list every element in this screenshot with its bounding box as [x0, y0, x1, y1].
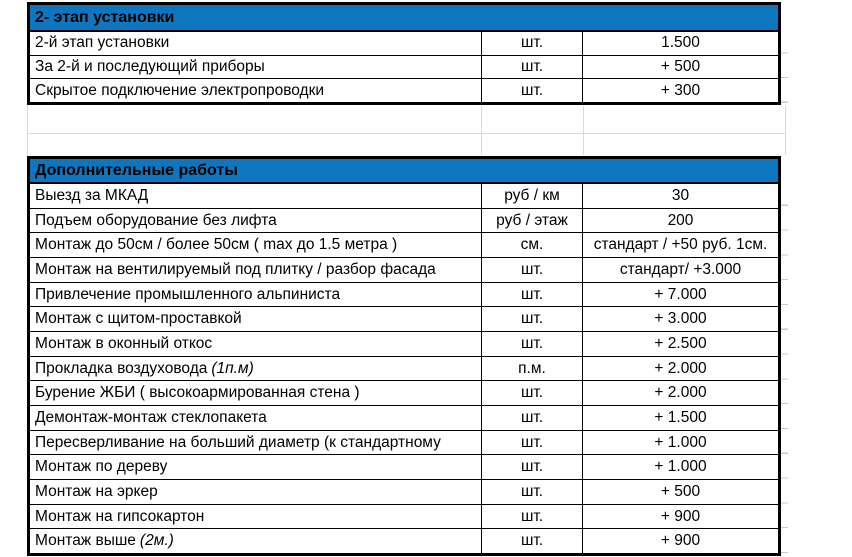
price-cell[interactable]: + 900 [660, 532, 701, 550]
unit-cell[interactable]: шт. [482, 332, 583, 356]
unit-cell[interactable]: руб / км [482, 184, 583, 208]
service-name-cell[interactable]: Монтаж до 50см / более 50см ( max до 1.5 метра ) [30, 233, 482, 257]
price-cell[interactable]: + 900 [660, 507, 701, 525]
unit-cell[interactable]: шт. [482, 307, 583, 331]
unit-cell[interactable]: шт. [482, 79, 583, 102]
service-name-text: Прокладка воздуховода [35, 359, 208, 377]
table-row [30, 209, 778, 234]
table-row [30, 381, 778, 406]
unit-cell[interactable]: шт. [482, 529, 583, 553]
unit-cell[interactable]: шт. [482, 258, 583, 282]
service-name-cell[interactable]: Пересверливание на больший диаметр (к стандартному [30, 431, 482, 455]
price-cell[interactable]: 1.500 [661, 34, 700, 52]
unit-cell[interactable]: см. [482, 233, 583, 257]
price-cell[interactable]: + 500 [660, 58, 701, 75]
price-cell[interactable]: + 300 [660, 81, 701, 99]
unit-cell[interactable]: шт. [482, 505, 583, 529]
service-name-cell[interactable]: Привлечение промышленного альпиниста [30, 283, 482, 307]
price-cell[interactable]: + 1.000 [654, 458, 707, 476]
service-name-italic-note: (1п.м) [211, 359, 254, 377]
table-row [30, 56, 778, 80]
service-name-cell[interactable]: За 2-й и последующий приборы [30, 56, 482, 79]
table-row [30, 258, 778, 283]
gridline [27, 133, 786, 134]
table-stage2-header[interactable]: 2- этап установки [30, 5, 778, 32]
service-name-cell[interactable]: Подъем оборудование без лифта [30, 209, 482, 233]
gridline [785, 106, 786, 155]
service-name-cell[interactable]: 2-й этап установки [30, 32, 482, 55]
service-name-cell[interactable]: Монтаж с щитом-проставкой [30, 307, 482, 331]
table-row [30, 505, 778, 530]
unit-cell[interactable]: шт. [482, 480, 583, 504]
unit-cell[interactable]: шт. [482, 455, 583, 479]
table-row [30, 529, 778, 553]
price-cell[interactable]: стандарт/ +3.000 [619, 260, 742, 278]
service-name-cell[interactable] [30, 529, 482, 553]
service-name-cell[interactable]: Бурение ЖБИ ( высокоармированная стена ) [30, 381, 482, 405]
gridline-stubs [781, 29, 788, 106]
table-row [30, 32, 778, 56]
service-name-cell[interactable]: Монтаж по дереву [30, 455, 482, 479]
unit-cell[interactable]: руб / этаж [482, 209, 583, 233]
table-row [30, 455, 778, 480]
service-name-cell[interactable]: Монтаж на гипсокартон [30, 505, 482, 529]
table-row [30, 431, 778, 456]
table-additional-works-header[interactable]: Дополнительные работы [30, 159, 778, 184]
gridline [481, 106, 482, 155]
table-row [30, 233, 778, 258]
unit-cell[interactable]: п.м. [482, 357, 583, 381]
gridline [583, 106, 584, 155]
table-row [30, 184, 778, 209]
table-row [30, 406, 778, 431]
table-row [30, 480, 778, 505]
service-name-italic-note: (2м.) [139, 532, 174, 550]
unit-cell[interactable]: шт. [482, 32, 583, 55]
price-cell[interactable]: + 2.000 [654, 384, 707, 402]
service-name-cell[interactable] [30, 357, 482, 381]
price-cell[interactable]: + 500 [660, 482, 701, 500]
price-cell[interactable]: 30 [671, 186, 690, 204]
table-additional-works-body [30, 184, 778, 553]
table-additional-works [27, 156, 781, 556]
unit-cell[interactable]: шт. [482, 406, 583, 430]
table-row [30, 79, 778, 102]
gridline-stubs [781, 181, 788, 554]
service-name-cell[interactable]: Выезд за МКАД [30, 184, 482, 208]
table-row [30, 307, 778, 332]
table-stage2 [27, 2, 781, 105]
unit-cell[interactable]: шт. [482, 56, 583, 79]
service-name-text: Монтаж выше [35, 532, 136, 550]
table-stage2-body [30, 32, 778, 102]
price-cell[interactable]: стандарт / +50 руб. 1см. [593, 236, 768, 254]
service-name-cell[interactable]: Демонтаж-монтаж стеклопакета [30, 406, 482, 430]
unit-cell[interactable]: шт. [482, 381, 583, 405]
table-row [30, 357, 778, 382]
service-name-cell[interactable]: Монтаж на вентилируемый под плитку / разбор фасада [30, 258, 482, 282]
price-cell[interactable]: + 2.500 [654, 334, 707, 352]
table-row [30, 283, 778, 308]
price-cell[interactable]: + 1.500 [654, 408, 707, 426]
price-cell[interactable]: + 7.000 [654, 285, 707, 303]
service-name-cell[interactable]: Скрытое подключение электропроводки [30, 79, 482, 102]
service-name-cell[interactable]: Монтаж в оконный откос [30, 332, 482, 356]
price-cell[interactable]: + 3.000 [654, 310, 707, 328]
price-cell[interactable]: + 2.000 [654, 359, 707, 377]
price-cell[interactable]: + 1.000 [654, 433, 707, 451]
table-row [30, 332, 778, 357]
unit-cell[interactable]: шт. [482, 431, 583, 455]
unit-cell[interactable]: шт. [482, 283, 583, 307]
gridline [27, 106, 28, 155]
service-name-cell[interactable]: Монтаж на эркер [30, 480, 482, 504]
price-cell[interactable]: 200 [667, 211, 694, 229]
